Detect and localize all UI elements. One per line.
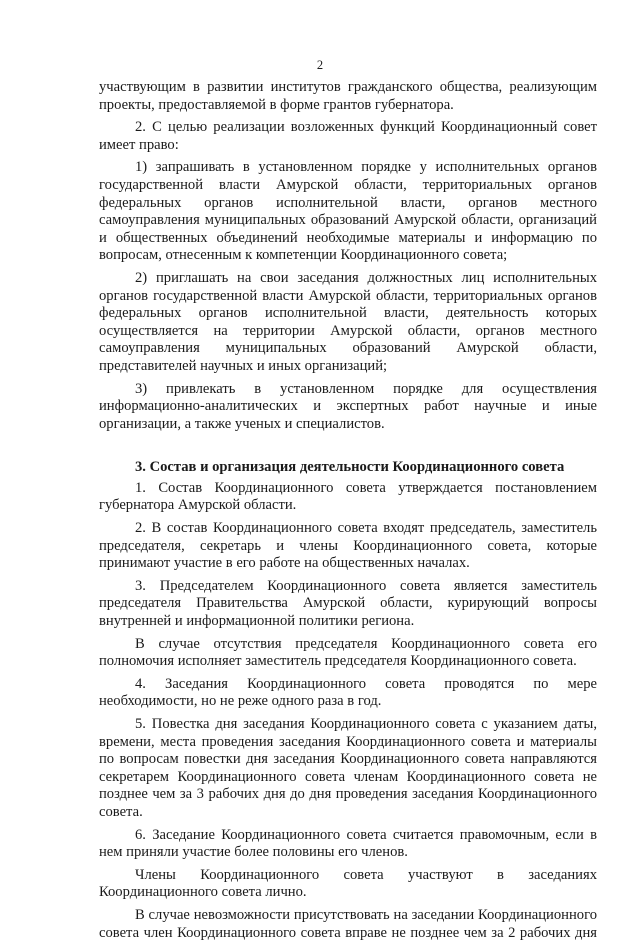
paragraph: участвующим в развитии институтов гражданского общества, реализующим проекты, предоставляемой в форме грантов губернатора. bbox=[99, 79, 597, 113]
paragraph: 1. Состав Координационного совета утверждается постановлением губернатора Амурской области. bbox=[99, 479, 597, 514]
paragraph: В случае невозможности присутствовать на заседании Координационного совета член Координационного совета вправе не позднее чем за 2 рабочих дня bbox=[99, 906, 597, 941]
paragraph: 5. Повестка дня заседания Координационного совета с указанием даты, времени, места проведения заседания Координационного совета и материалы по вопросам повестки дня заседания Координационного совета направляются секретарем Координационного совета членам Координационного совета не позднее чем за 3 рабочих дня до дня проведения заседания Координационного совета. bbox=[99, 716, 597, 820]
paragraph: 2) приглашать на свои заседания должностных лиц исполнительных органов государственной власти Амурской области, территориальных органов федеральных органов исполнительной власти, деятельность которых осуществляется на территории Амурской области, органов местного самоуправления муниципальных образований Амурской области, представителей научных и иных организаций; bbox=[99, 269, 597, 374]
paragraph: 3. Председателем Координационного совета является заместитель председателя Правительства Амурской области, курирующий вопросы внутренней и информационной политики региона. bbox=[99, 577, 597, 630]
paragraph: 3) привлекать в установленном порядке для осуществления информационно-аналитических и экспертных работ научные и иные организации, а также ученых и специалистов. bbox=[99, 380, 597, 432]
paragraph: 2. В состав Координационного совета входят председатель, заместитель председателя, секретарь и члены Координационного совета, которые принимают участие в его работе на общественных началах. bbox=[99, 520, 597, 572]
section-heading: 3. Состав и организация деятельности Координационного совета bbox=[135, 459, 565, 476]
paragraph: 6. Заседание Координационного совета считается правомочным, если в нем приняли участие более половины его членов. bbox=[99, 826, 597, 861]
paragraph: В случае отсутствия председателя Координационного совета его полномочия исполняет заместитель председателя Координационного совета. bbox=[99, 635, 597, 670]
paragraph: Члены Координационного совета участвуют в заседаниях Координационного совета лично. bbox=[99, 866, 597, 901]
paragraph: 1) запрашивать в установленном порядке у исполнительных органов государственной власти Амурской области, территориальных органов федеральных органов исполнительной власти, органов местного самоуправления муниципальных образований Амурской области, организаций и общественных объединений необходимые материалы и информацию по вопросам, отнесенным к компетенции Координационного совета; bbox=[99, 159, 597, 264]
paragraph: 4. Заседания Координационного совета проводятся по мере необходимости, но не реже одного раза в год. bbox=[99, 675, 597, 710]
page-number: 2 bbox=[316, 58, 324, 72]
paragraph: 2. С целью реализации возложенных функций Координационный совет имеет право: bbox=[99, 119, 597, 153]
document-body bbox=[99, 79, 597, 947]
